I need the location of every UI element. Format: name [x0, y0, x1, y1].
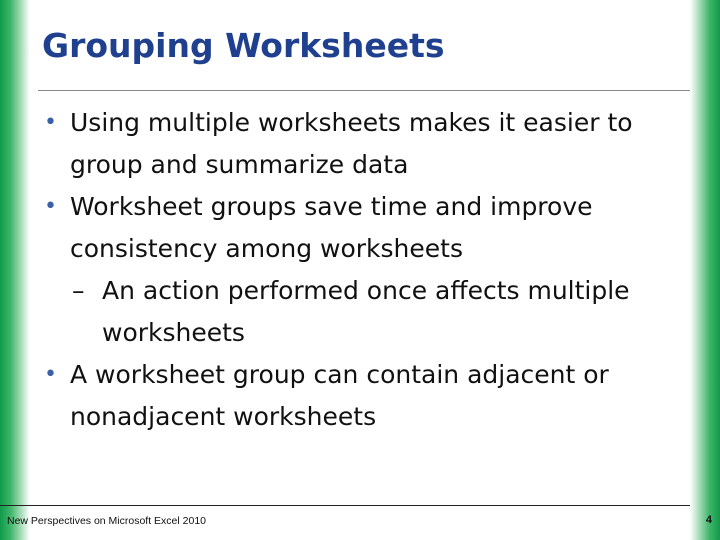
bullet-text: Using multiple worksheets makes it easier to group and summarize data	[70, 108, 633, 179]
sub-bullet-text: An action performed once affects multiple worksheets	[102, 276, 630, 347]
bullet-item	[44, 102, 674, 186]
bullet-item	[44, 186, 674, 270]
title-divider	[38, 90, 690, 91]
right-green-border	[690, 0, 720, 540]
slide-title: Grouping Worksheets	[42, 26, 445, 65]
bullet-marker: •	[44, 194, 57, 219]
sub-bullet-marker: –	[72, 276, 85, 305]
page-number: 4	[705, 514, 712, 526]
footer-divider	[0, 505, 690, 506]
footer-source: New Perspectives on Microsoft Excel 2010	[7, 515, 207, 527]
bullet-text: A worksheet group can contain adjacent or nonadjacent worksheets	[70, 360, 609, 431]
bullet-item	[44, 354, 674, 438]
bullet-marker: •	[44, 110, 57, 135]
bullet-text: Worksheet groups save time and improve consistency among worksheets	[70, 192, 593, 263]
left-green-border	[0, 0, 30, 540]
slide-body	[44, 102, 674, 438]
bullet-marker: •	[44, 362, 57, 387]
sub-bullet-item	[44, 270, 674, 354]
